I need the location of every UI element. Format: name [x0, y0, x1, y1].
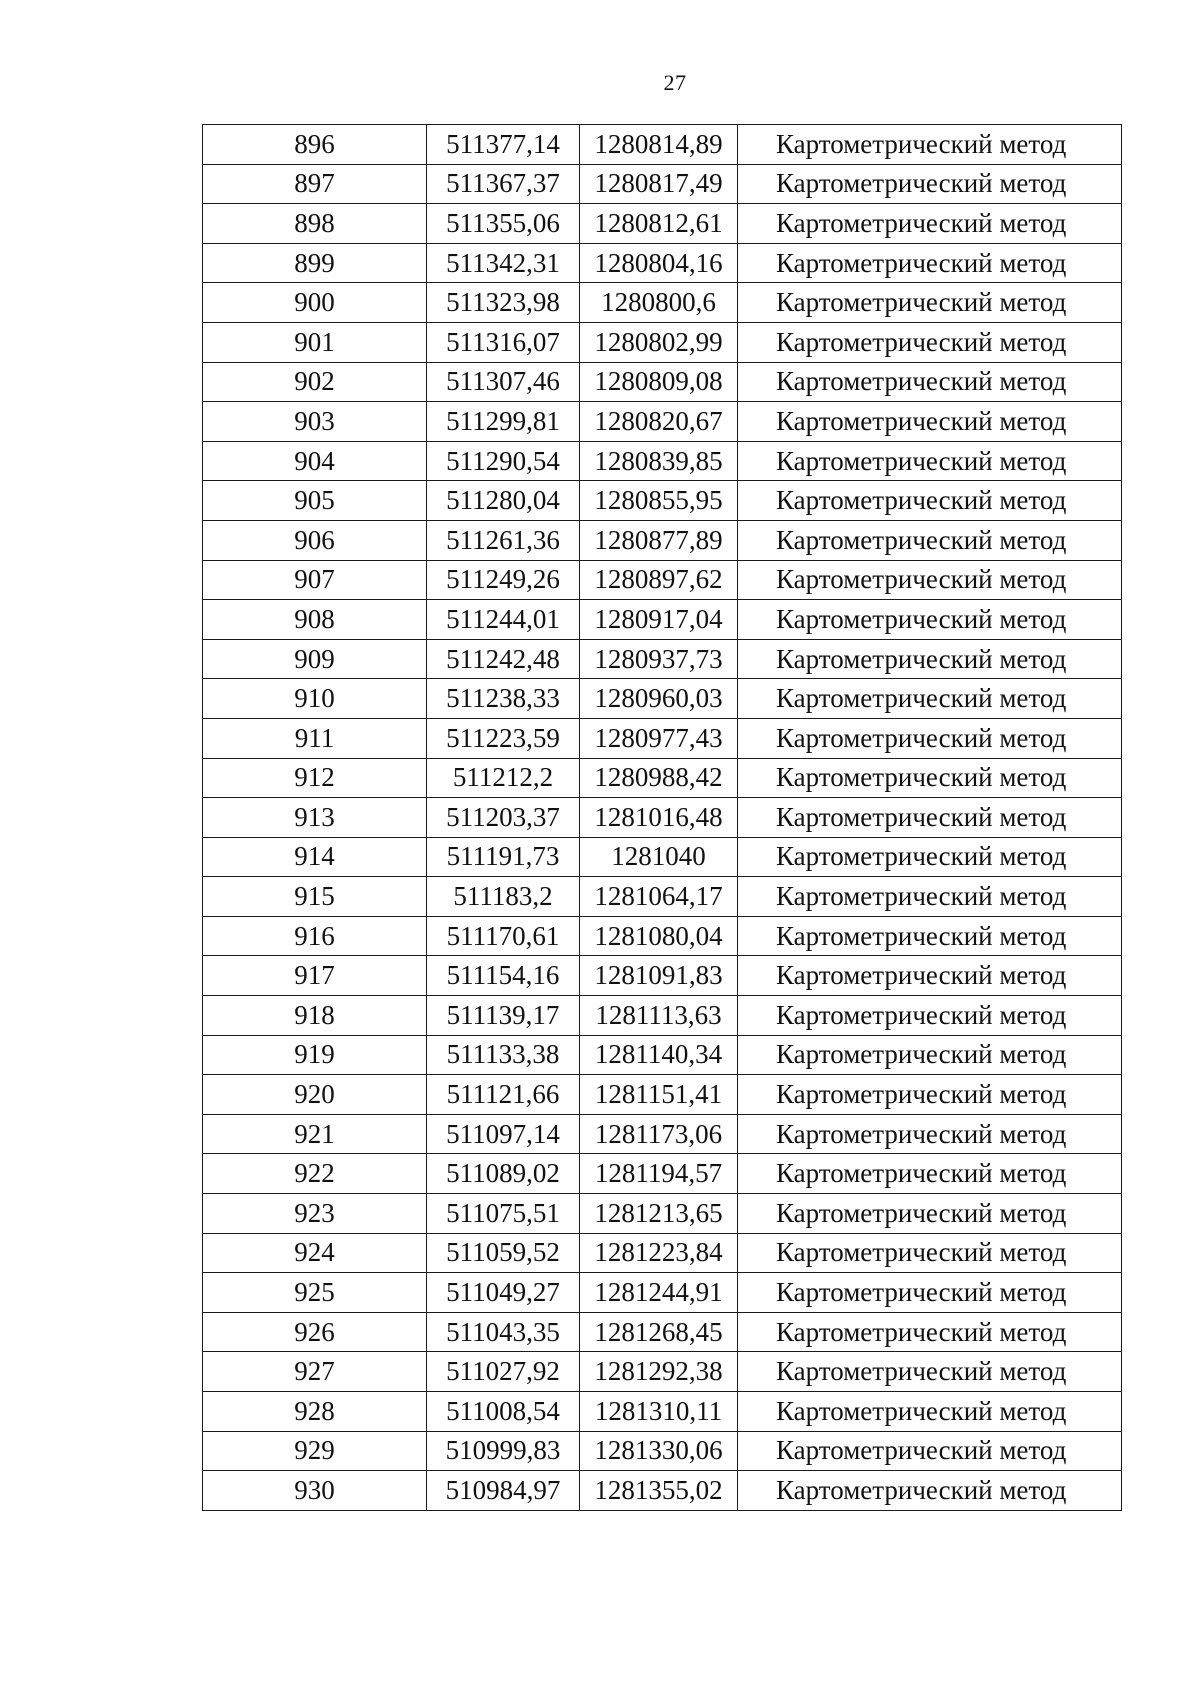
point-number-cell: 912: [203, 758, 427, 798]
point-number-cell: 905: [203, 481, 427, 521]
y-coordinate-cell: 1280802,99: [580, 322, 738, 362]
x-coordinate-cell: 511280,04: [427, 481, 580, 521]
y-coordinate-cell: 1281355,02: [580, 1471, 738, 1511]
x-coordinate-cell: 511316,07: [427, 322, 580, 362]
page-number: 27: [663, 70, 687, 95]
table-body: [203, 125, 1122, 1511]
method-cell: Картометрический метод: [738, 560, 1122, 600]
y-coordinate-cell: 1281223,84: [580, 1233, 738, 1273]
x-coordinate-cell: 511191,73: [427, 837, 580, 877]
y-coordinate-cell: 1281244,91: [580, 1273, 738, 1313]
table-row: [203, 1431, 1122, 1471]
method-cell: Картометрический метод: [738, 520, 1122, 560]
point-number-cell: 910: [203, 679, 427, 719]
method-cell: Картометрический метод: [738, 1431, 1122, 1471]
table-row: [203, 481, 1122, 521]
method-cell: Картометрический метод: [738, 1352, 1122, 1392]
y-coordinate-cell: 1280839,85: [580, 441, 738, 481]
table-row: [203, 362, 1122, 402]
method-cell: Картометрический метод: [738, 283, 1122, 323]
x-coordinate-cell: 511307,46: [427, 362, 580, 402]
y-coordinate-cell: 1280937,73: [580, 639, 738, 679]
y-coordinate-cell: 1281213,65: [580, 1194, 738, 1234]
y-coordinate-cell: 1280917,04: [580, 600, 738, 640]
method-cell: Картометрический метод: [738, 837, 1122, 877]
x-coordinate-cell: 511212,2: [427, 758, 580, 798]
table-row: [203, 1075, 1122, 1115]
table-row: [203, 1154, 1122, 1194]
point-number-cell: 930: [203, 1471, 427, 1511]
x-coordinate-cell: 511290,54: [427, 441, 580, 481]
point-number-cell: 911: [203, 718, 427, 758]
point-number-cell: 901: [203, 322, 427, 362]
table-row: [203, 718, 1122, 758]
x-coordinate-cell: 511008,54: [427, 1392, 580, 1432]
x-coordinate-cell: 511089,02: [427, 1154, 580, 1194]
x-coordinate-cell: 511242,48: [427, 639, 580, 679]
method-cell: Картометрический метод: [738, 125, 1122, 165]
point-number-cell: 920: [203, 1075, 427, 1115]
x-coordinate-cell: 511249,26: [427, 560, 580, 600]
table-row: [203, 758, 1122, 798]
table-row: [203, 996, 1122, 1036]
point-number-cell: 896: [203, 125, 427, 165]
point-number-cell: 902: [203, 362, 427, 402]
method-cell: Картометрический метод: [738, 1035, 1122, 1075]
point-number-cell: 913: [203, 798, 427, 838]
y-coordinate-cell: 1281268,45: [580, 1312, 738, 1352]
method-cell: Картометрический метод: [738, 1233, 1122, 1273]
x-coordinate-cell: 511133,38: [427, 1035, 580, 1075]
point-number-cell: 907: [203, 560, 427, 600]
y-coordinate-cell: 1281016,48: [580, 798, 738, 838]
point-number-cell: 925: [203, 1273, 427, 1313]
point-number-cell: 906: [203, 520, 427, 560]
y-coordinate-cell: 1280809,08: [580, 362, 738, 402]
point-number-cell: 923: [203, 1194, 427, 1234]
y-coordinate-cell: 1280814,89: [580, 125, 738, 165]
x-coordinate-cell: 511342,31: [427, 243, 580, 283]
method-cell: Картометрический метод: [738, 679, 1122, 719]
y-coordinate-cell: 1281151,41: [580, 1075, 738, 1115]
x-coordinate-cell: 511059,52: [427, 1233, 580, 1273]
method-cell: Картометрический метод: [738, 718, 1122, 758]
y-coordinate-cell: 1281064,17: [580, 877, 738, 917]
x-coordinate-cell: 510984,97: [427, 1471, 580, 1511]
point-number-cell: 928: [203, 1392, 427, 1432]
point-number-cell: 904: [203, 441, 427, 481]
table-row: [203, 402, 1122, 442]
point-number-cell: 897: [203, 164, 427, 204]
x-coordinate-cell: 511244,01: [427, 600, 580, 640]
table-row: [203, 956, 1122, 996]
x-coordinate-cell: 511323,98: [427, 283, 580, 323]
coordinates-table: [202, 124, 1122, 1511]
y-coordinate-cell: 1280977,43: [580, 718, 738, 758]
point-number-cell: 919: [203, 1035, 427, 1075]
x-coordinate-cell: 511355,06: [427, 204, 580, 244]
y-coordinate-cell: 1281080,04: [580, 916, 738, 956]
table-row: [203, 1273, 1122, 1313]
x-coordinate-cell: 511075,51: [427, 1194, 580, 1234]
method-cell: Картометрический метод: [738, 1075, 1122, 1115]
y-coordinate-cell: 1281113,63: [580, 996, 738, 1036]
y-coordinate-cell: 1281292,38: [580, 1352, 738, 1392]
x-coordinate-cell: 511223,59: [427, 718, 580, 758]
point-number-cell: 921: [203, 1114, 427, 1154]
x-coordinate-cell: 511367,37: [427, 164, 580, 204]
table-row: [203, 798, 1122, 838]
table-row: [203, 877, 1122, 917]
table-row: [203, 283, 1122, 323]
method-cell: Картометрический метод: [738, 758, 1122, 798]
method-cell: Картометрический метод: [738, 996, 1122, 1036]
method-cell: Картометрический метод: [738, 322, 1122, 362]
method-cell: Картометрический метод: [738, 916, 1122, 956]
y-coordinate-cell: 1280855,95: [580, 481, 738, 521]
x-coordinate-cell: 511170,61: [427, 916, 580, 956]
table-row: [203, 1233, 1122, 1273]
point-number-cell: 916: [203, 916, 427, 956]
table-row: [203, 441, 1122, 481]
method-cell: Картометрический метод: [738, 1194, 1122, 1234]
x-coordinate-cell: 511238,33: [427, 679, 580, 719]
y-coordinate-cell: 1281330,06: [580, 1431, 738, 1471]
point-number-cell: 929: [203, 1431, 427, 1471]
method-cell: Картометрический метод: [738, 243, 1122, 283]
table-row: [203, 1114, 1122, 1154]
table-row: [203, 322, 1122, 362]
y-coordinate-cell: 1280817,49: [580, 164, 738, 204]
point-number-cell: 926: [203, 1312, 427, 1352]
y-coordinate-cell: 1280804,16: [580, 243, 738, 283]
y-coordinate-cell: 1281140,34: [580, 1035, 738, 1075]
x-coordinate-cell: 511261,36: [427, 520, 580, 560]
table-row: [203, 204, 1122, 244]
x-coordinate-cell: 511121,66: [427, 1075, 580, 1115]
x-coordinate-cell: 511097,14: [427, 1114, 580, 1154]
method-cell: Картометрический метод: [738, 1154, 1122, 1194]
table-row: [203, 837, 1122, 877]
x-coordinate-cell: 511154,16: [427, 956, 580, 996]
table-row: [203, 243, 1122, 283]
point-number-cell: 914: [203, 837, 427, 877]
y-coordinate-cell: 1280812,61: [580, 204, 738, 244]
table-row: [203, 520, 1122, 560]
x-coordinate-cell: 511027,92: [427, 1352, 580, 1392]
table-row: [203, 1312, 1122, 1352]
y-coordinate-cell: 1280820,67: [580, 402, 738, 442]
method-cell: Картометрический метод: [738, 1312, 1122, 1352]
x-coordinate-cell: 511049,27: [427, 1273, 580, 1313]
x-coordinate-cell: 510999,83: [427, 1431, 580, 1471]
point-number-cell: 903: [203, 402, 427, 442]
y-coordinate-cell: 1280960,03: [580, 679, 738, 719]
method-cell: Картометрический метод: [738, 956, 1122, 996]
y-coordinate-cell: 1281040: [580, 837, 738, 877]
point-number-cell: 927: [203, 1352, 427, 1392]
table-row: [203, 164, 1122, 204]
method-cell: Картометрический метод: [738, 481, 1122, 521]
point-number-cell: 922: [203, 1154, 427, 1194]
method-cell: Картометрический метод: [738, 600, 1122, 640]
point-number-cell: 915: [203, 877, 427, 917]
y-coordinate-cell: 1280897,62: [580, 560, 738, 600]
method-cell: Картометрический метод: [738, 402, 1122, 442]
y-coordinate-cell: 1281173,06: [580, 1114, 738, 1154]
table-row: [203, 1392, 1122, 1432]
method-cell: Картометрический метод: [738, 639, 1122, 679]
y-coordinate-cell: 1280800,6: [580, 283, 738, 323]
method-cell: Картометрический метод: [738, 204, 1122, 244]
method-cell: Картометрический метод: [738, 1114, 1122, 1154]
point-number-cell: 918: [203, 996, 427, 1036]
point-number-cell: 900: [203, 283, 427, 323]
point-number-cell: 917: [203, 956, 427, 996]
point-number-cell: 898: [203, 204, 427, 244]
method-cell: Картометрический метод: [738, 1471, 1122, 1511]
method-cell: Картометрический метод: [738, 798, 1122, 838]
method-cell: Картометрический метод: [738, 1273, 1122, 1313]
method-cell: Картометрический метод: [738, 164, 1122, 204]
x-coordinate-cell: 511299,81: [427, 402, 580, 442]
method-cell: Картометрический метод: [738, 362, 1122, 402]
y-coordinate-cell: 1280877,89: [580, 520, 738, 560]
table-row: [203, 600, 1122, 640]
point-number-cell: 924: [203, 1233, 427, 1273]
table-row: [203, 916, 1122, 956]
table-row: [203, 679, 1122, 719]
y-coordinate-cell: 1281091,83: [580, 956, 738, 996]
method-cell: Картометрический метод: [738, 1392, 1122, 1432]
table-row: [203, 125, 1122, 165]
point-number-cell: 908: [203, 600, 427, 640]
y-coordinate-cell: 1281194,57: [580, 1154, 738, 1194]
x-coordinate-cell: 511043,35: [427, 1312, 580, 1352]
x-coordinate-cell: 511377,14: [427, 125, 580, 165]
table-row: [203, 560, 1122, 600]
point-number-cell: 899: [203, 243, 427, 283]
table-row: [203, 1035, 1122, 1075]
table-row: [203, 1471, 1122, 1511]
table-row: [203, 1194, 1122, 1234]
table-row: [203, 639, 1122, 679]
table-row: [203, 1352, 1122, 1392]
x-coordinate-cell: 511203,37: [427, 798, 580, 838]
y-coordinate-cell: 1280988,42: [580, 758, 738, 798]
x-coordinate-cell: 511139,17: [427, 996, 580, 1036]
point-number-cell: 909: [203, 639, 427, 679]
method-cell: Картометрический метод: [738, 441, 1122, 481]
method-cell: Картометрический метод: [738, 877, 1122, 917]
x-coordinate-cell: 511183,2: [427, 877, 580, 917]
y-coordinate-cell: 1281310,11: [580, 1392, 738, 1432]
